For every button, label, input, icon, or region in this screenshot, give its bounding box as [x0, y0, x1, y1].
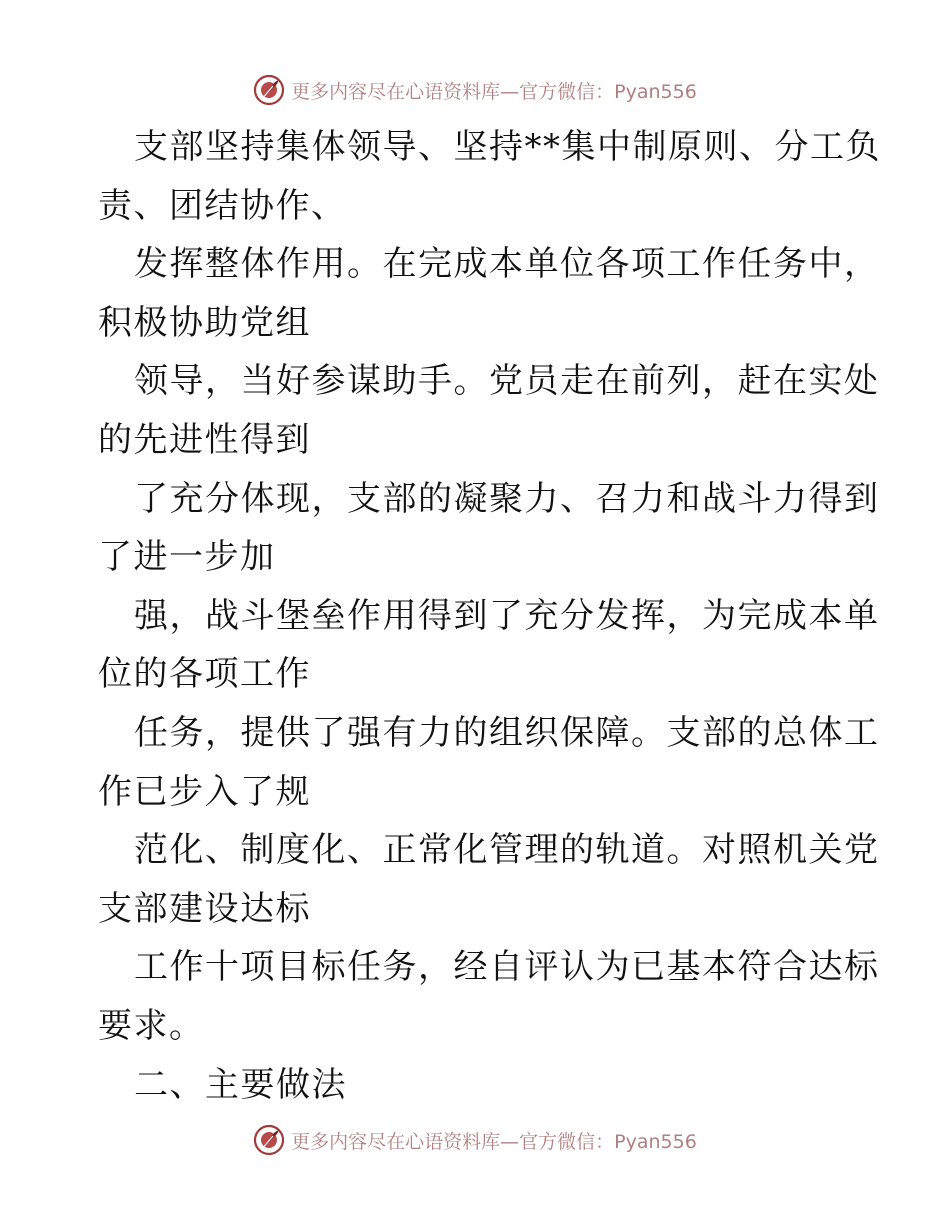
paragraph-line: 了充分体现，支部的凝聚力、召力和战斗力得到 — [134, 478, 880, 519]
paragraph-line: 发挥整体作用。在完成本单位各项工作任务中， — [134, 244, 880, 285]
paragraph-line: 领导，当好参谋助手。党员走在前列，赶在实处 — [134, 361, 880, 402]
footer-watermark — [0, 1120, 950, 1160]
paragraph-line: 作已步入了规 — [98, 771, 311, 812]
paragraph-line: 积极协助党组 — [98, 302, 311, 343]
section-heading: 二、主要做法 — [134, 1064, 347, 1105]
paragraph-line: 支部坚持集体领导、坚持**集中制原则、分工负 — [134, 127, 881, 167]
paragraph-line: 的先进性得到 — [98, 419, 311, 460]
quill-logo-icon — [253, 1124, 285, 1156]
watermark-text: 更多内容尽在心语资料库—官方微信：Pyan556 — [291, 80, 697, 103]
paragraph-line: 工作十项目标任务，经自评认为已基本符合达标 — [134, 947, 880, 988]
watermark-text: 更多内容尽在心语资料库—官方微信：Pyan556 — [291, 1130, 697, 1153]
document-body — [98, 118, 881, 1114]
paragraph-line: 了进一步加 — [98, 537, 276, 578]
paragraph-line: 强，战斗堡垒作用得到了充分发挥，为完成本单 — [134, 595, 880, 636]
header-watermark — [0, 70, 950, 110]
paragraph-line: 责、团结协作、 — [98, 185, 347, 226]
paragraph-line: 要求。 — [98, 1005, 205, 1046]
paragraph-line: 支部建设达标 — [98, 888, 311, 929]
paragraph-line: 任务，提供了强有力的组织保障。支部的总体工 — [134, 712, 880, 753]
quill-logo-icon — [253, 74, 285, 106]
paragraph-line: 位的各项工作 — [98, 654, 311, 695]
paragraph-line: 范化、制度化、正常化管理的轨道。对照机关党 — [134, 830, 880, 871]
